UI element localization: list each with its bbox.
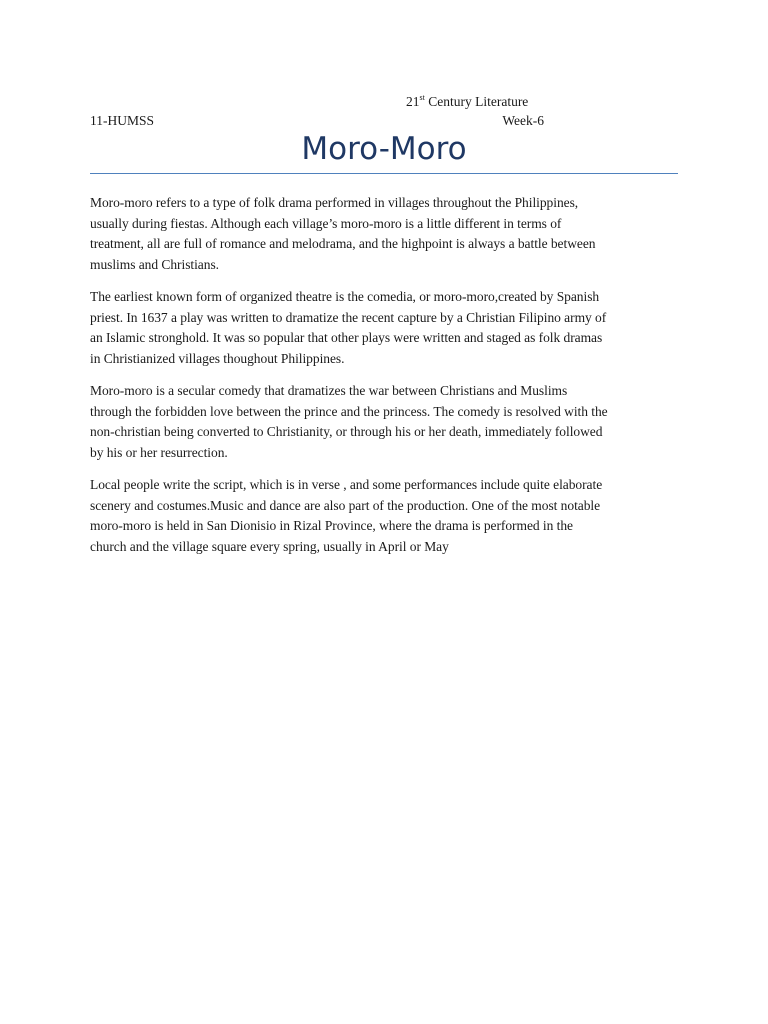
paragraph-line: The earliest known form of organized theatre is the comedia, or moro-moro,created by Spanish	[90, 289, 600, 304]
paragraph-line: through the forbidden love between the prince and the princess. The comedy is resolved with the	[90, 403, 608, 419]
section-label: 11-HUMSS	[90, 113, 155, 128]
paragraph-line: church and the village square every spring, usually in April or May	[90, 538, 449, 554]
paragraph-4	[90, 475, 676, 557]
paragraph-line: priest. In 1637 a play was written to dramatize the recent capture by a Christian Filipino army of	[90, 309, 607, 325]
header-meta-row	[90, 113, 544, 129]
course-title-prefix: 21	[406, 94, 420, 109]
paragraph-line: treatment, all are full of romance and melodrama, and the highpoint is always a battle between	[90, 236, 596, 251]
paragraph-line: usually during fiestas. Although each village’s moro-moro is a little different in terms of	[90, 215, 562, 231]
paragraph-line: by his or her resurrection.	[90, 444, 228, 460]
paragraph-line: scenery and costumes.Music and dance are also part of the production. One of the most notable	[90, 497, 601, 513]
week-label: Week-6	[502, 113, 544, 128]
paragraph-line: Moro-moro is a secular comedy that dramatizes the war between Christians and Muslims	[90, 383, 568, 398]
course-title-ordinal-suffix: st	[419, 92, 425, 102]
paragraph-2	[90, 287, 676, 369]
paragraph-line: an Islamic stronghold. It was so popular that other plays were written and staged as folk dramas	[90, 330, 603, 345]
paragraph-1	[90, 193, 676, 275]
body-text	[90, 193, 676, 569]
paragraph-line: moro-moro is held in San Dionisio in Rizal Province, where the drama is performed in the	[90, 518, 573, 533]
course-title	[406, 94, 528, 110]
paragraph-line: non-christian being converted to Christianity, or through his or her death, immediately followed	[90, 424, 603, 439]
paragraph-3	[90, 381, 676, 463]
page-title: Moro-Moro	[301, 131, 467, 167]
course-title-suffix: Century Literature	[424, 94, 529, 109]
paragraph-line: muslims and Christians.	[90, 256, 219, 272]
paragraph-line: Local people write the script, which is in verse , and some performances include quite elaborate	[90, 477, 603, 492]
paragraph-line: in Christianized villages thoughout Philippines.	[90, 350, 345, 366]
title-underline-divider	[90, 173, 678, 174]
paragraph-line: Moro-moro refers to a type of folk drama performed in villages throughout the Philippines,	[90, 195, 579, 210]
